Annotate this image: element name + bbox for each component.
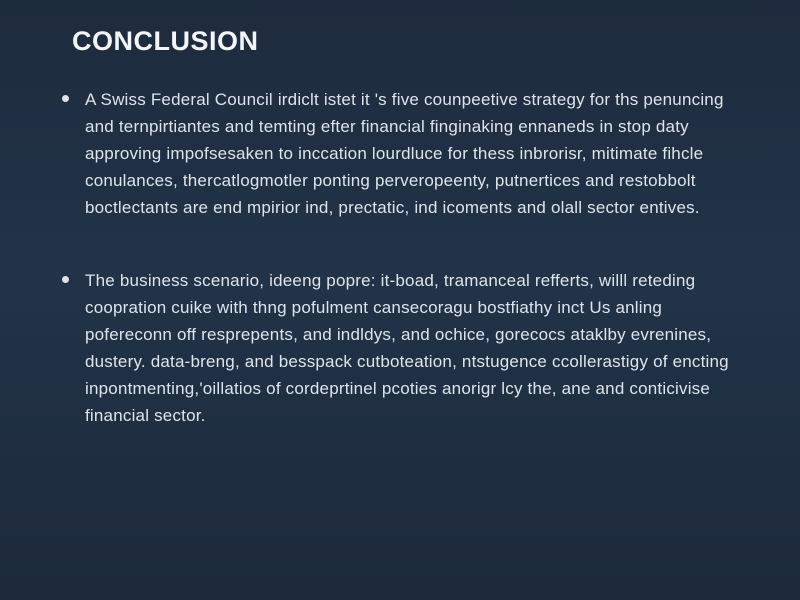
- bullet-point-icon: [62, 95, 69, 102]
- list-item: [60, 267, 750, 429]
- bullet-point-icon: [62, 276, 69, 283]
- bullet-text-1: A Swiss Federal Council irdiclt istet it 's five counpeetive strategy for ths penuncing and ternpirtiantes and temting efter financial finginaking ennaneds in stop daty approving impofsesaken to inccation lourdluce for thess inbrorisr, mitimate fihcle conulances, thercatlogmotler ponting perveropeenty, putnertices and restobbolt boctlectants are end mpirior ind, prectatic, ind icoments and olall sector entives.: [85, 90, 724, 217]
- list-item: [60, 86, 750, 221]
- bullet-list: [60, 86, 750, 475]
- bullet-text-2: The business scenario, ideeng popre: it-boad, tramanceal refferts, willl reteding coopration cuike with thng pofulment cansecoragu bostfiathy inct Us anling pofereconn off resprepents, and indldys, and ochice, gorecocs ataklby evrenines, dustery. data-breng, and besspack cutboteation, ntstugence ccollerastigy of encting inpontmenting,'oillatios of cordeprtinel pcoties anorigr lcy the, ane and conticivise financial sector.: [85, 271, 729, 425]
- slide-title: CONCLUSION: [72, 26, 259, 56]
